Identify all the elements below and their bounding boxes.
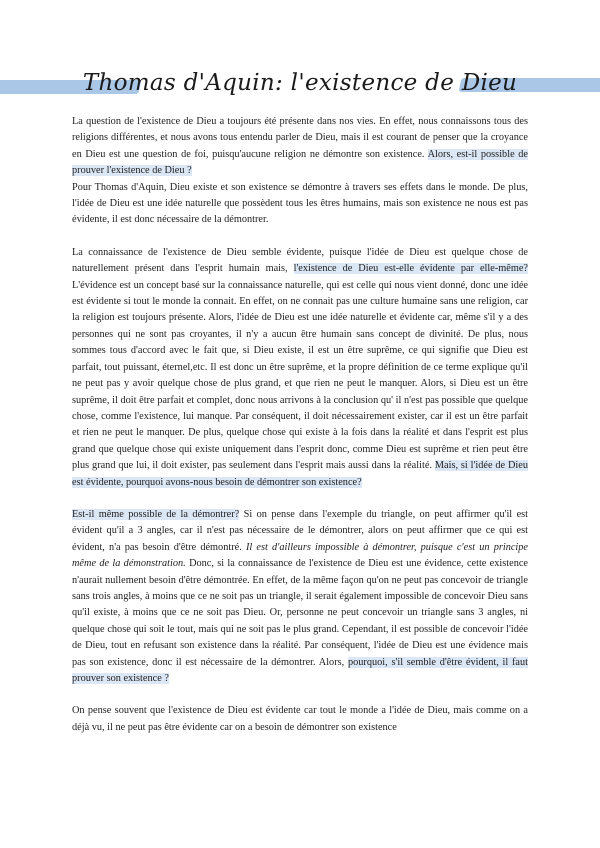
paragraph-conclusion: On pense souvent que l'existence de Dieu est évidente car tout le monde a l'idée de Dieu, mais comme on a déjà vu, il ne peut pas être évidente car on a besoin de démontrer son existence — [72, 705, 528, 733]
highlighted-question-1: Alors, est-il possible de prouver l'existence de Dieu ? — [72, 148, 528, 177]
paragraph-evidence — [72, 245, 528, 491]
paragraph-gap — [72, 687, 528, 703]
intro-text: La question de l'existence de Dieu a toujours été présente dans nos vies. En effet, nous connaissons tous des religions différentes, et nous avons tous entendu parler de Dieu, mais il est courant de penser que la croyance en Dieu est une question de foi, puisqu'aucune religion ne démontre son existence. — [72, 116, 528, 160]
paragraph-gap — [72, 229, 528, 245]
paragraph-aquinas-thesis: Pour Thomas d'Aquin, Dieu existe et son existence se démontre à travers ses effets dans le monde. De plus, l'idée de Dieu est une idée naturelle que possèdent tous les êtres humains, mais son existence ne nous est pas évidente, il est donc nécessaire de la démontrer. — [72, 181, 528, 226]
evidence-text-start: La connaissance de l'existence de Dieu semble évidente, puisque l'idée de Dieu est quelque chose de naturellement présent dans l'esprit humain mais, — [72, 246, 528, 275]
paragraph-demonstration — [72, 507, 528, 687]
page-title: Thomas d'Aquin: l'existence de Dieu — [82, 70, 518, 96]
paragraph-intro — [72, 114, 528, 180]
document-body — [72, 114, 528, 736]
highlighted-question-3: Mais, si l'idée de Dieu est évidente, pourquoi avons-nous besoin de démontrer son existence? — [72, 460, 528, 488]
highlighted-question-4: Est-il même possible de la démontrer? — [72, 508, 240, 520]
demonstration-text-2: Donc, si la connaissance de l'existence de Dieu est une évidence, cette existence n'aurait nullement besoin d'être démontrée. En effet, de la même façon qu'on ne peut pas concevoir de triangle sans trois angles, à moins que ce ne soit pas un triangle, il serait également impossible de concevoir Dieu sans qu'il existe, à moins que ce ne soit pas Dieu. Or, personne ne peut concevoir un triangle sans 3 angles, ni quelque chose qui soit le tout, mais qui ne soit pas le plus grand. Cependant, il est possible de concevoir l'idée de Dieu, tout en refusant son existence dans la réalité. Par conséquent, l'idée de Dieu est une évidence mais pas son existence, donc il est nécessaire de la démontrer. Alors, — [72, 558, 528, 668]
demonstration-italic-quote: Il est d'ailleurs impossible à démontrer, puisque c'est un principe même de la démonstration. — [72, 541, 529, 570]
highlighted-question-2: l'existence de Dieu est-elle évidente par elle-même? — [293, 263, 528, 275]
paragraph-gap — [72, 491, 528, 507]
highlighted-question-5: pourquoi, s'il semble d'être évident, il faut prouver son existence ? — [72, 656, 528, 684]
evidence-text-body: L'évidence est un concept basé sur la connaissance naturelle, qui est celle qui nous vient donné, donc une idée est évidente si tout le monde la connait. En effet, on ne connait pas une culture humaine sans une religion, car la religion est toujours présente. Alors, l'idée de Dieu est une idée naturelle et évidente car, même s'il y a des personnes qui ne sont pas croyantes, il n'y a aucun être humain sans concept de divinité. De plus, nous sommes tous d'accord avec le fait que, si Dieu existe, il est un être suprême, ce qui signifie que Dieu est parfait, tout puissant, éternel,etc. Il est donc un être suprême, et la propre définition de ce terme explique qu'il ne peut pas y avoir quelque chose de plus grand, et que rien ne peut le manquer. Alors, si Dieu est un être suprême, il doit être parfait et complet, donc nous arrivons à la conclusion qu' il n'est pas possible que quelque chose, comme l'existence, lui manque. Par conséquent, il doit nécessairement exister, car il est un être parfait et rien ne peut le manquer. De plus, quelque chose qui existe à la fois dans la réalité et dans l'esprit est plus grand que quelque chose qui existe uniquement dans l'esprit donc, comme Dieu est suprême et rien peut être plus grand que lui, il doit exister, pas seulement dans l'esprit mais aussi dans la réalité. — [72, 279, 528, 472]
title-banner — [0, 70, 600, 106]
demonstration-text-1: Si on pense dans l'exemple du triangle, on peut affirmer qu'il est évident qu'il a 3 angles, car il n'est pas nécessaire de le démontrer, alors on peut affirmer que ce qui est évident, n'a pas besoin d'être démontré. — [72, 508, 529, 553]
